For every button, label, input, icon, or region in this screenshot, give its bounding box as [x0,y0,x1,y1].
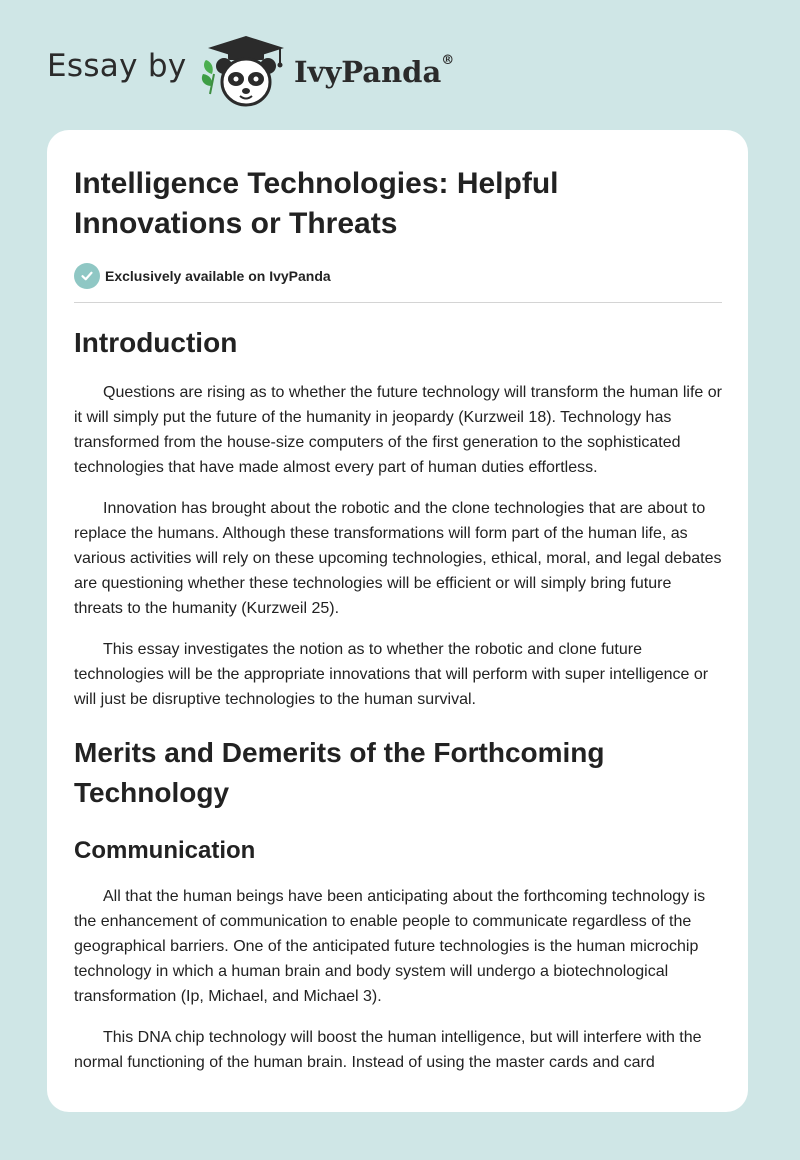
merits-heading: Merits and Demerits of the Forthcoming Technology [74,737,605,808]
exclusive-badge [74,262,724,290]
registered-mark: ® [441,53,455,68]
paragraph: Innovation has brought about the robotic and the clone technologies that are about to replace the humans. Although these transformations will form part of the human life, as various activities will rely on these upcoming technologies, ethical, moral, and legal debates are questioning whether these technologies will be efficient or will simply bring future threats to the humanity (Kurzweil 25). [74,500,722,617]
paragraph: All that the human beings have been anticipating about the forthcoming technology is the enhancement of communication to enable people to communicate regardless of the geographical barriers. One of the anticipated future technologies is the human microchip technology in which a human brain and body system will undergo a biotechnological transformation (Ip, Michael, and Michael 3). [74,888,706,1005]
brand-name[interactable] [294,55,454,89]
essay-content [74,164,724,1075]
essay-card [47,130,748,1112]
checkmark-icon [74,263,100,289]
paragraph: This essay investigates the notion as to whether the robotic and clone future technologies will be the appropriate innovations that will perform with super intelligence or will just be disruptive technologies to the human survival. [74,641,709,708]
essay-by-label: Essay by [47,48,187,84]
essay-title: Intelligence Technologies: Helpful Innovations or Threats [74,167,559,240]
site-header [0,0,800,130]
paragraph: This DNA chip technology will boost the human intelligence, but will interfere with the normal functioning of the human brain. Instead of using the master cards and card [74,1029,702,1071]
introduction-heading: Introduction [74,327,238,358]
communication-heading: Communication [74,837,256,864]
brand-label: IvyPanda [294,55,442,89]
paragraph: Questions are rising as to whether the future technology will transform the human life or it will simply put the future of the humanity in jeopardy (Kurzweil 18). Technology has transformed from the house-size computers of the first generation to the sophisticated technologies that have made almost every part of human duties effortless. [74,384,722,476]
divider [74,302,722,303]
exclusive-label: Exclusively available on IvyPanda [105,268,331,284]
panda-logo-icon[interactable] [200,34,292,110]
